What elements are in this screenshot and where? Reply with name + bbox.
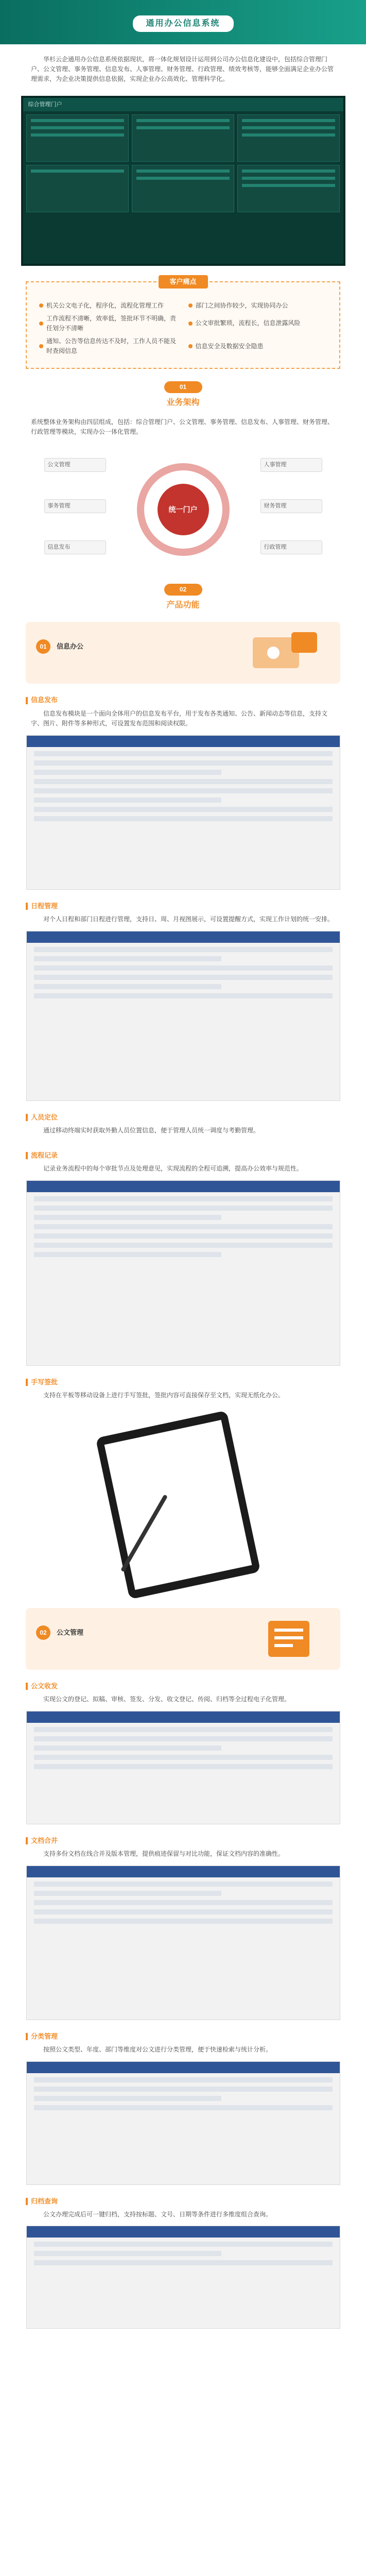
feature-item: 机关公文电子化，程序化，流程化管理工作 (39, 301, 178, 311)
feature-text: 记录业务流程中的每个审批节点及处理意见，实现流程的全程可追溯，提高办公效率与规范性。 (43, 1165, 303, 1173)
dashboard-panel (26, 165, 129, 212)
client-features-title: 客户痛点 (158, 275, 207, 289)
feature-text: 支持在平板等移动设备上进行手写签批，签批内容可直接保存至文档，实现无纸化办公。 (43, 1392, 285, 1399)
product-name: 信息办公 (57, 642, 84, 651)
feature-section (26, 901, 340, 1101)
arch-node: 人事管理 (260, 458, 322, 472)
bullet-icon (39, 321, 43, 326)
dashboard-title: 综合管理门户 (23, 98, 343, 111)
feature-title: 归档查询 (31, 2197, 58, 2205)
feature-item: 通知、公告等信息传达不及时，工作人员不能及时查阅信息 (39, 336, 178, 356)
feature-title: 日程管理 (31, 902, 58, 910)
dashboard-panel (237, 165, 340, 212)
dashboard-panel (132, 165, 234, 212)
feature-title: 手写签批 (31, 1378, 58, 1386)
feature-section (26, 1112, 340, 1139)
dashboard-panel (237, 114, 340, 162)
arch-node: 行政管理 (260, 540, 322, 555)
feature-title: 流程记录 (31, 1151, 58, 1159)
section-title: 产品功能 (166, 600, 200, 609)
intro-text: 华杉云企通用办公信息系统依据现状，将一体化规划设计运用到公司办公信息化建设中，包括综合管理门户、公文管理、事务管理、信息发布、人事管理、财务管理、行政管理、绩效考核等，能够全面满足企业办公管理需求，为企业决策提供信息依据，实现企业办公高效化、管理科学化。 (31, 56, 334, 83)
feature-section (26, 2196, 340, 2329)
feature-screenshot (26, 2226, 340, 2329)
feature-screenshot (26, 1711, 340, 1824)
tablet-illustration (80, 1412, 286, 1598)
feature-item: 工作流程不清晰，效率低，签批环节不明确，责任划分不清晰 (39, 314, 178, 333)
section-badge: 02 (164, 584, 202, 596)
feature-text: 对个人日程和部门日程进行管理，支持日、周、月视图展示，可设置提醒方式，实现工作计划的统一安排。 (43, 916, 334, 923)
bullet-icon (188, 321, 193, 326)
product-illustration (242, 1613, 325, 1665)
feature-screenshot (26, 1866, 340, 2020)
feature-section (26, 2031, 340, 2185)
bullet-icon (188, 344, 193, 348)
section-badge: 01 (164, 381, 202, 393)
arch-node: 信息发布 (44, 540, 106, 555)
product-illustration (242, 627, 325, 679)
bullet-icon (188, 303, 193, 308)
feature-text: 支持多份文档在线合并及版本管理，提供痕迹保留与对比功能，保证文档内容的准确性。 (43, 1850, 285, 1858)
section-title: 业务架构 (166, 398, 200, 407)
product-card (26, 622, 340, 684)
feature-title: 文档合并 (31, 1836, 58, 1844)
solution-text: 系统整体业务架构由四层组成，包括：综合管理门户、公文管理、事务管理、信息发布、人事管理、财务管理、行政管理等模块，实现办公一体化管理。 (31, 418, 334, 436)
dashboard-panel (132, 114, 234, 162)
arch-center: 统一门户 (158, 484, 209, 535)
dashboard-screenshot (21, 96, 345, 266)
feature-screenshot (26, 735, 340, 890)
arch-node: 事务管理 (44, 499, 106, 514)
feature-title: 分类管理 (31, 2032, 58, 2040)
feature-section (26, 1150, 340, 1366)
feature-title: 信息发布 (31, 696, 58, 704)
feature-text: 通过移动终端实时获取外勤人员位置信息，便于管理人员统一调度与考勤管理。 (43, 1127, 260, 1134)
product-name: 公文管理 (57, 1628, 84, 1636)
bullet-icon (39, 344, 43, 348)
bullet-icon (39, 303, 43, 308)
feature-item: 公文审批繁琐，流程长，信息泄露风险 (188, 314, 327, 333)
product-number: 01 (36, 639, 50, 654)
feature-section (26, 1681, 340, 1824)
feature-text: 按照公文类型、年度、部门等维度对公文进行分类管理，便于快速检索与统计分析。 (43, 2046, 272, 2054)
arch-node: 公文管理 (44, 458, 106, 472)
feature-screenshot (26, 1180, 340, 1366)
arch-node: 财务管理 (260, 499, 322, 514)
feature-screenshot (26, 931, 340, 1101)
feature-item: 信息安全及数据安全隐患 (188, 336, 327, 356)
feature-text: 公文办理完成后可一键归档，支持按标题、文号、日期等条件进行多维度组合查询。 (43, 2211, 272, 2218)
client-features (26, 277, 340, 369)
banner-title: 通用办公信息系统 (132, 15, 233, 32)
feature-screenshot (26, 2061, 340, 2185)
banner (0, 0, 366, 44)
feature-title: 公文收发 (31, 1682, 58, 1690)
feature-text: 信息发布模块是一个面向全体用户的信息发布平台，用于发布各类通知、公告、新闻动态等信息，支持文字、图片、附件等多种形式，可设置发布范围和阅读权限。 (31, 710, 328, 727)
product-number: 02 (36, 1625, 50, 1640)
product-card (26, 1608, 340, 1670)
feature-section (26, 695, 340, 889)
feature-section (26, 1836, 340, 2020)
feature-section (26, 1377, 340, 1598)
feature-title: 人员定位 (31, 1113, 58, 1121)
dashboard-panel (26, 114, 129, 162)
architecture-diagram (39, 448, 327, 571)
feature-text: 实现公文的登记、拟稿、审核、签发、分发、收文登记、传阅、归档等全过程电子化管理。 (43, 1696, 291, 1703)
feature-item: 部门之间协作较少，实现协同办公 (188, 301, 327, 311)
